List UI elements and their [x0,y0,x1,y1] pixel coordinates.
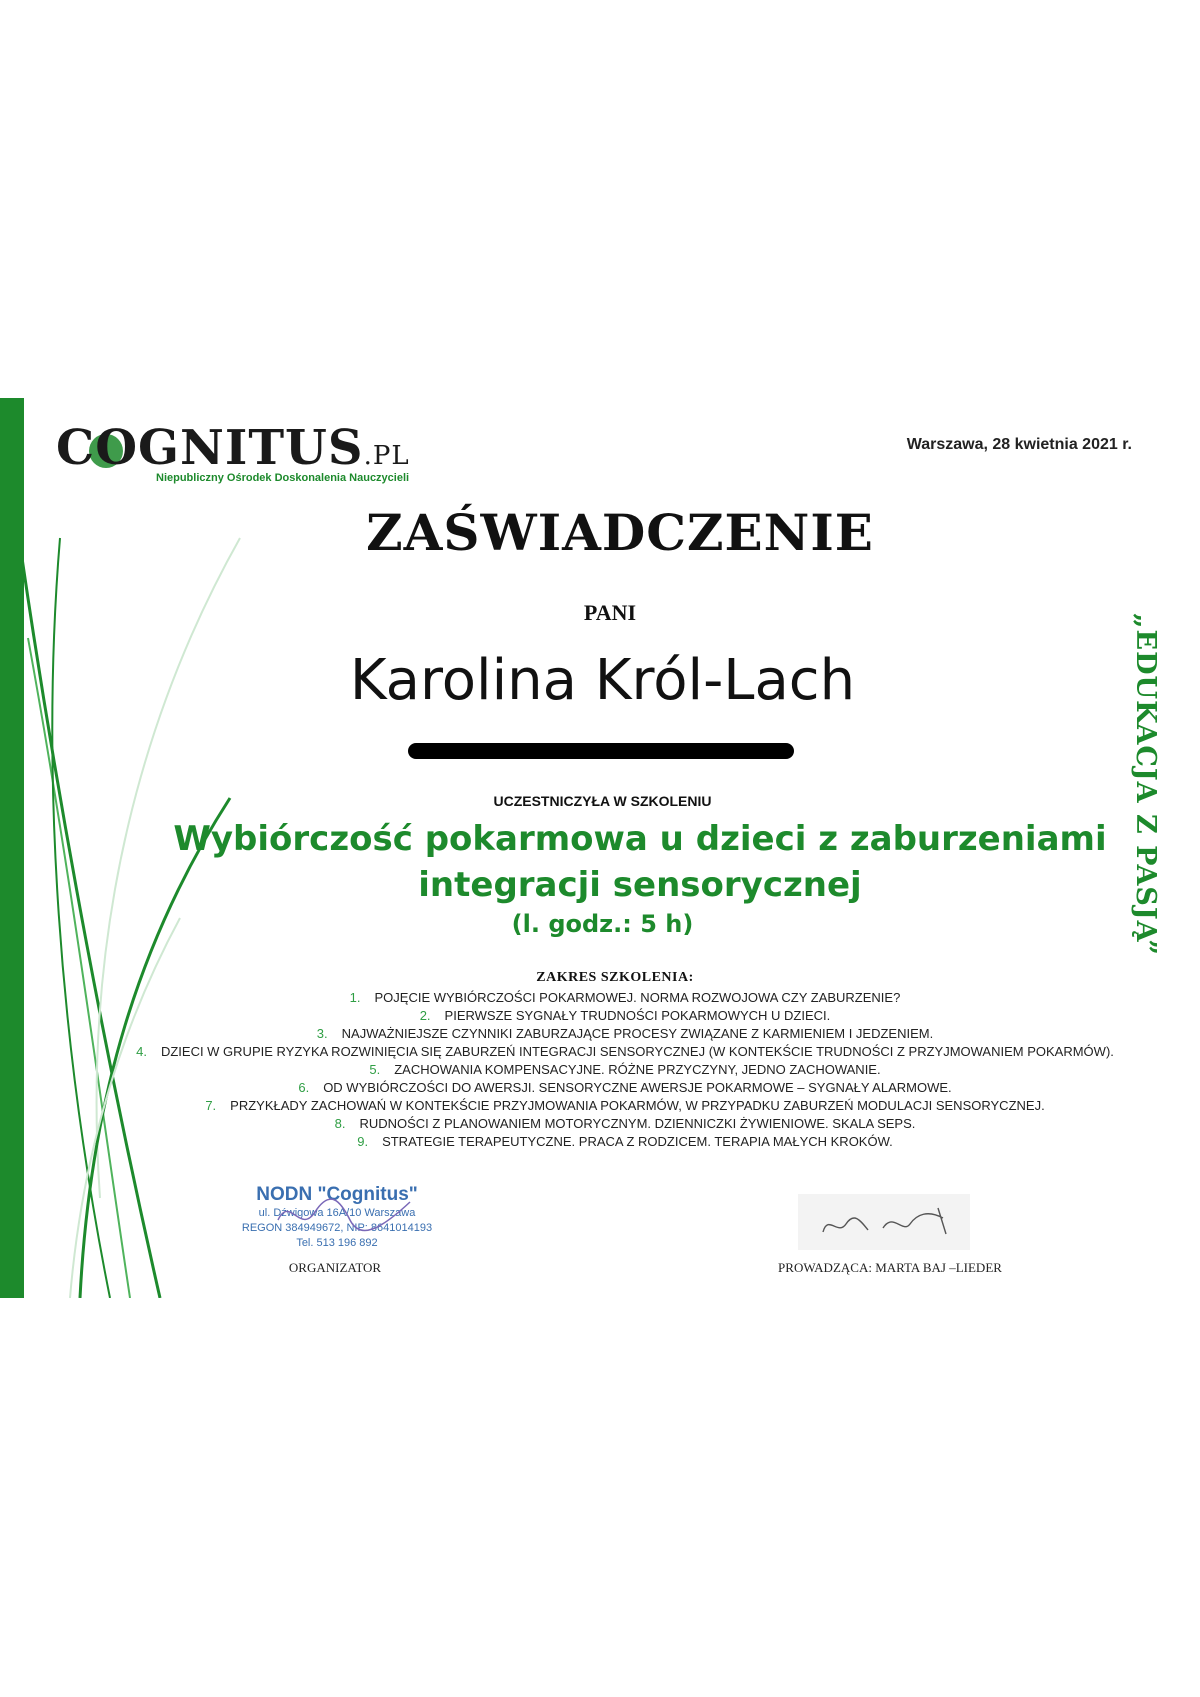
salutation: PANI [583,600,637,625]
certificate-title: ZAŚWIADCZENIE [366,503,874,562]
instructor-signature [798,1194,970,1250]
topic-item [60,1133,1190,1151]
cognitus-logo [56,420,416,490]
topic-number: 1. [349,990,361,1005]
stamp-address: ul. Dźwigowa 16A/10 Warszawa [258,1207,416,1219]
scope-title: ZAKRES SZKOLENIA: [536,970,694,985]
organizer-label: ORGANIZATOR [288,1260,382,1275]
course-title-line1: Wybiórczość pokarmowa u dzieci z zaburzeniami [173,819,1107,859]
instructor-label: PROWADZĄCA: MARTA BAJ –LIEDER [778,1260,1002,1275]
topic-number: 7. [205,1098,217,1113]
topic-text: DZIECI W GRUPIE RYZYKA ROZWINIĘCIA SIĘ ZABURZEŃ INTEGRACJI SENSORYCZNEJ (W KONTEKŚCIE TRUDNOŚCI Z PRZYJMOWANIEM POKARMÓW). [160,1044,1114,1059]
topic-number: 2. [419,1008,431,1023]
topic-item [60,1061,1190,1079]
stamp-phone: Tel. 513 196 892 [296,1237,378,1249]
topic-text: NAJWAŻNIEJSZE CZYNNIKI ZABURZAJĄCE PROCESY ZWIĄZANE Z KARMIENIEM I JEDZENIEM. [341,1026,934,1041]
topic-text: ZACHOWANIA KOMPENSACYJNE. RÓŻNE PRZYCZYNY, JEDNO ZACHOWANIE. [394,1062,881,1077]
topic-text: PRZYKŁADY ZACHOWAŃ W KONTEKŚCIE PRZYJMOWANIA POKARMÓW, W PRZYPADKU ZABURZEŃ MODULACJI SENSORYCZNEJ. [230,1098,1045,1113]
course-hours: (l. godz.: 5 h) [511,910,694,938]
topic-number: 9. [357,1134,369,1149]
topic-item [60,1007,1190,1025]
organizer-signature [270,1190,420,1240]
topic-text: OD WYBIÓRCZOŚCI DO AWERSJI. SENSORYCZNE AWERSJE POKARMOWE – SYGNAŁY ALARMOWE. [323,1080,952,1095]
logo-subtitle: Niepubliczny Ośrodek Doskonalenia Nauczycieli [156,472,410,484]
recipient-name: Karolina Król-Lach [349,648,856,713]
topic-text: STRATEGIE TERAPEUTYCZNE. PRACA Z RODZICEM. TERAPIA MAŁYCH KROKÓW. [382,1134,893,1149]
course-title-line2: integracji sensorycznej [418,865,862,905]
stamp-title: NODN "Cognitus" [256,1184,418,1205]
stamp-regon: REGON 384949672, NIP: 8641014193 [241,1222,433,1234]
participated-label: UCZESTNICZYŁA W SZKOLENIU [493,793,712,809]
certificate [0,398,1200,1298]
topic-text: RUDNOŚCI Z PLANOWANIEM MOTORYCZNYM. DZIENNICZKI ŻYWIENIOWE. SKALA SEPS. [359,1116,916,1131]
topic-number: 3. [316,1026,328,1041]
course-title [80,816,1200,908]
topic-number: 6. [298,1080,310,1095]
issue-date: Warszawa, 28 kwietnia 2021 r. [906,436,1132,453]
topic-text: PIERWSZE SYGNAŁY TRUDNOŚCI POKARMOWYCH U DZIECI. [444,1008,831,1023]
topic-number: 8. [334,1116,346,1131]
redaction-bar [408,743,794,759]
signature-scribble [798,1194,970,1250]
topic-number: 5. [369,1062,381,1077]
topic-item [60,989,1190,1007]
topic-item [60,1025,1190,1043]
logo-main-text: COGNITUS [56,420,364,476]
slogan: „EDUKACJA Z PASJĄ” [1130,613,1161,956]
topic-item [60,1097,1190,1115]
topic-list [60,989,1190,1151]
topic-item [60,1079,1190,1097]
topic-item [60,1043,1190,1061]
topic-number: 4. [136,1044,147,1059]
topic-item [60,1115,1190,1133]
logo-suffix: .PL [363,441,410,471]
topic-text: POJĘCIE WYBIÓRCZOŚCI POKARMOWEJ. NORMA ROZWOJOWA CZY ZABURZENIE? [374,990,901,1005]
